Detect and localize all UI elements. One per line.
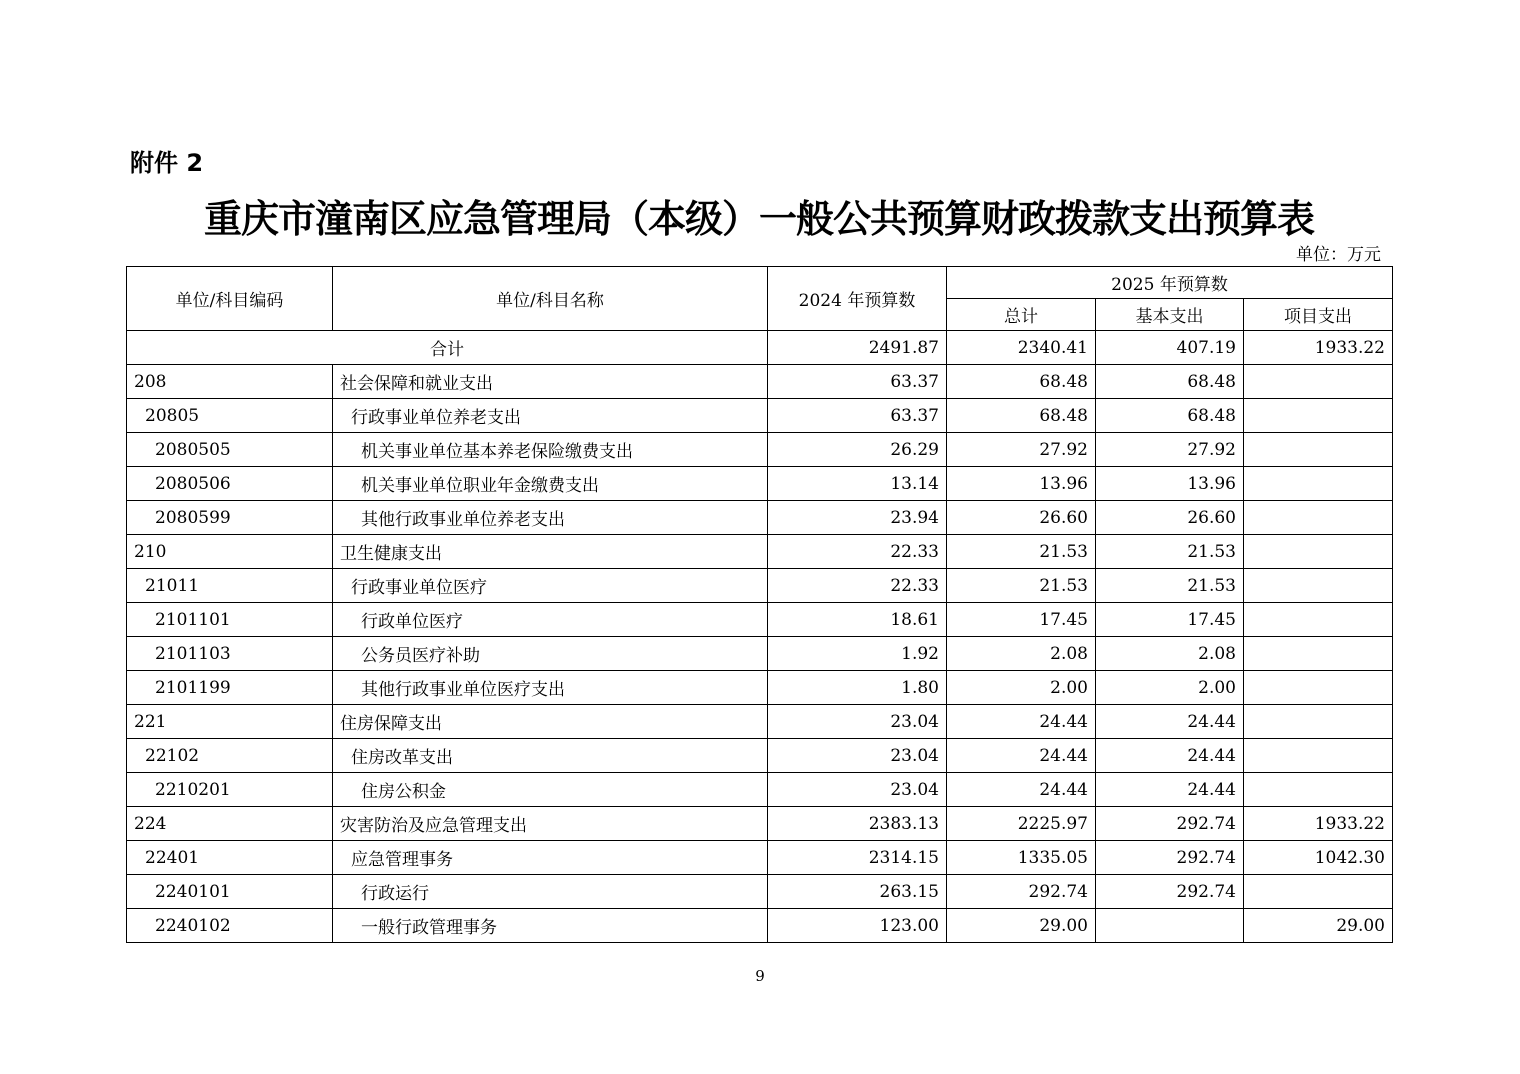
row-basic: 68.48 bbox=[1096, 399, 1244, 433]
header-total: 总计 bbox=[947, 299, 1096, 331]
table-row bbox=[127, 807, 1393, 841]
row-code: 21011 bbox=[127, 569, 333, 603]
row-project bbox=[1244, 875, 1393, 909]
row-total: 13.96 bbox=[947, 467, 1096, 501]
header-code: 单位/科目编码 bbox=[127, 267, 333, 331]
total-total: 2340.41 bbox=[947, 331, 1096, 365]
table-row bbox=[127, 365, 1393, 399]
row-name: 行政事业单位医疗 bbox=[333, 569, 768, 603]
row-project bbox=[1244, 501, 1393, 535]
row-name: 住房保障支出 bbox=[333, 705, 768, 739]
row-code: 208 bbox=[127, 365, 333, 399]
table-row bbox=[127, 909, 1393, 943]
row-name: 应急管理事务 bbox=[333, 841, 768, 875]
row-name: 其他行政事业单位养老支出 bbox=[333, 501, 768, 535]
row-budget-2024: 1.92 bbox=[768, 637, 947, 671]
row-code: 2101199 bbox=[127, 671, 333, 705]
row-basic: 17.45 bbox=[1096, 603, 1244, 637]
row-basic: 24.44 bbox=[1096, 705, 1244, 739]
row-budget-2024: 23.04 bbox=[768, 739, 947, 773]
row-total: 1335.05 bbox=[947, 841, 1096, 875]
table-row bbox=[127, 535, 1393, 569]
row-project bbox=[1244, 535, 1393, 569]
table-row bbox=[127, 841, 1393, 875]
row-project bbox=[1244, 739, 1393, 773]
row-project: 1042.30 bbox=[1244, 841, 1393, 875]
row-basic: 21.53 bbox=[1096, 535, 1244, 569]
row-project bbox=[1244, 467, 1393, 501]
total-row bbox=[127, 331, 1393, 365]
row-basic: 2.08 bbox=[1096, 637, 1244, 671]
row-budget-2024: 1.80 bbox=[768, 671, 947, 705]
row-code: 2210201 bbox=[127, 773, 333, 807]
row-code: 210 bbox=[127, 535, 333, 569]
row-total: 24.44 bbox=[947, 739, 1096, 773]
row-project: 1933.22 bbox=[1244, 807, 1393, 841]
row-project bbox=[1244, 773, 1393, 807]
row-basic: 26.60 bbox=[1096, 501, 1244, 535]
row-budget-2024: 63.37 bbox=[768, 365, 947, 399]
table-row bbox=[127, 569, 1393, 603]
row-total: 24.44 bbox=[947, 705, 1096, 739]
row-name: 行政单位医疗 bbox=[333, 603, 768, 637]
row-total: 2.08 bbox=[947, 637, 1096, 671]
row-budget-2024: 22.33 bbox=[768, 535, 947, 569]
row-total: 68.48 bbox=[947, 365, 1096, 399]
row-basic: 292.74 bbox=[1096, 807, 1244, 841]
table-row bbox=[127, 501, 1393, 535]
total-budget-2024: 2491.87 bbox=[768, 331, 947, 365]
row-name: 其他行政事业单位医疗支出 bbox=[333, 671, 768, 705]
table-row bbox=[127, 603, 1393, 637]
row-code: 2101101 bbox=[127, 603, 333, 637]
row-basic: 292.74 bbox=[1096, 875, 1244, 909]
budget-table bbox=[126, 266, 1393, 943]
row-name: 灾害防治及应急管理支出 bbox=[333, 807, 768, 841]
row-budget-2024: 63.37 bbox=[768, 399, 947, 433]
row-name: 行政事业单位养老支出 bbox=[333, 399, 768, 433]
row-code: 2080599 bbox=[127, 501, 333, 535]
row-total: 21.53 bbox=[947, 535, 1096, 569]
row-budget-2024: 23.04 bbox=[768, 705, 947, 739]
row-basic: 24.44 bbox=[1096, 739, 1244, 773]
table-row bbox=[127, 637, 1393, 671]
table-row bbox=[127, 399, 1393, 433]
row-total: 26.60 bbox=[947, 501, 1096, 535]
row-budget-2024: 13.14 bbox=[768, 467, 947, 501]
row-code: 22401 bbox=[127, 841, 333, 875]
header-budget-2025: 2025 年预算数 bbox=[947, 267, 1393, 299]
row-budget-2024: 2314.15 bbox=[768, 841, 947, 875]
row-code: 2240101 bbox=[127, 875, 333, 909]
row-project bbox=[1244, 637, 1393, 671]
row-name: 一般行政管理事务 bbox=[333, 909, 768, 943]
header-budget-2024: 2024 年预算数 bbox=[768, 267, 947, 331]
row-code: 2080506 bbox=[127, 467, 333, 501]
table-row bbox=[127, 773, 1393, 807]
table-row bbox=[127, 671, 1393, 705]
row-name: 卫生健康支出 bbox=[333, 535, 768, 569]
row-budget-2024: 26.29 bbox=[768, 433, 947, 467]
row-total: 21.53 bbox=[947, 569, 1096, 603]
row-code: 22102 bbox=[127, 739, 333, 773]
row-code: 20805 bbox=[127, 399, 333, 433]
row-total: 24.44 bbox=[947, 773, 1096, 807]
document-title: 重庆市潼南区应急管理局（本级）一般公共预算财政拨款支出预算表 bbox=[203, 197, 1314, 241]
row-code: 2240102 bbox=[127, 909, 333, 943]
row-code: 221 bbox=[127, 705, 333, 739]
row-basic: 27.92 bbox=[1096, 433, 1244, 467]
row-basic: 13.96 bbox=[1096, 467, 1244, 501]
row-code: 2101103 bbox=[127, 637, 333, 671]
row-name: 住房公积金 bbox=[333, 773, 768, 807]
header-project: 项目支出 bbox=[1244, 299, 1393, 331]
row-total: 27.92 bbox=[947, 433, 1096, 467]
row-budget-2024: 263.15 bbox=[768, 875, 947, 909]
row-basic: 292.74 bbox=[1096, 841, 1244, 875]
row-name: 行政运行 bbox=[333, 875, 768, 909]
table-row bbox=[127, 467, 1393, 501]
row-total: 2225.97 bbox=[947, 807, 1096, 841]
row-budget-2024: 18.61 bbox=[768, 603, 947, 637]
row-budget-2024: 22.33 bbox=[768, 569, 947, 603]
header-row-1 bbox=[127, 267, 1393, 299]
row-code: 2080505 bbox=[127, 433, 333, 467]
row-project bbox=[1244, 705, 1393, 739]
row-total: 292.74 bbox=[947, 875, 1096, 909]
row-budget-2024: 123.00 bbox=[768, 909, 947, 943]
total-label: 合计 bbox=[127, 331, 768, 365]
row-code: 224 bbox=[127, 807, 333, 841]
row-project bbox=[1244, 433, 1393, 467]
row-name: 住房改革支出 bbox=[333, 739, 768, 773]
table-row bbox=[127, 739, 1393, 773]
row-total: 68.48 bbox=[947, 399, 1096, 433]
row-name: 机关事业单位基本养老保险缴费支出 bbox=[333, 433, 768, 467]
row-project bbox=[1244, 671, 1393, 705]
table-row bbox=[127, 875, 1393, 909]
unit-label: 单位：万元 bbox=[1296, 245, 1381, 265]
row-basic: 2.00 bbox=[1096, 671, 1244, 705]
total-project: 1933.22 bbox=[1244, 331, 1393, 365]
header-name: 单位/科目名称 bbox=[333, 267, 768, 331]
row-project bbox=[1244, 399, 1393, 433]
row-budget-2024: 23.04 bbox=[768, 773, 947, 807]
row-project: 29.00 bbox=[1244, 909, 1393, 943]
table-row bbox=[127, 705, 1393, 739]
row-project bbox=[1244, 365, 1393, 399]
row-basic bbox=[1096, 909, 1244, 943]
table-row bbox=[127, 433, 1393, 467]
header-basic: 基本支出 bbox=[1096, 299, 1244, 331]
total-basic: 407.19 bbox=[1096, 331, 1244, 365]
row-project bbox=[1244, 603, 1393, 637]
row-basic: 68.48 bbox=[1096, 365, 1244, 399]
row-total: 17.45 bbox=[947, 603, 1096, 637]
page-number: 9 bbox=[755, 967, 765, 985]
row-total: 2.00 bbox=[947, 671, 1096, 705]
row-total: 29.00 bbox=[947, 909, 1096, 943]
attachment-label: 附件 2 bbox=[130, 149, 204, 177]
row-project bbox=[1244, 569, 1393, 603]
row-basic: 21.53 bbox=[1096, 569, 1244, 603]
row-name: 社会保障和就业支出 bbox=[333, 365, 768, 399]
row-name: 公务员医疗补助 bbox=[333, 637, 768, 671]
row-name: 机关事业单位职业年金缴费支出 bbox=[333, 467, 768, 501]
row-basic: 24.44 bbox=[1096, 773, 1244, 807]
row-budget-2024: 23.94 bbox=[768, 501, 947, 535]
row-budget-2024: 2383.13 bbox=[768, 807, 947, 841]
